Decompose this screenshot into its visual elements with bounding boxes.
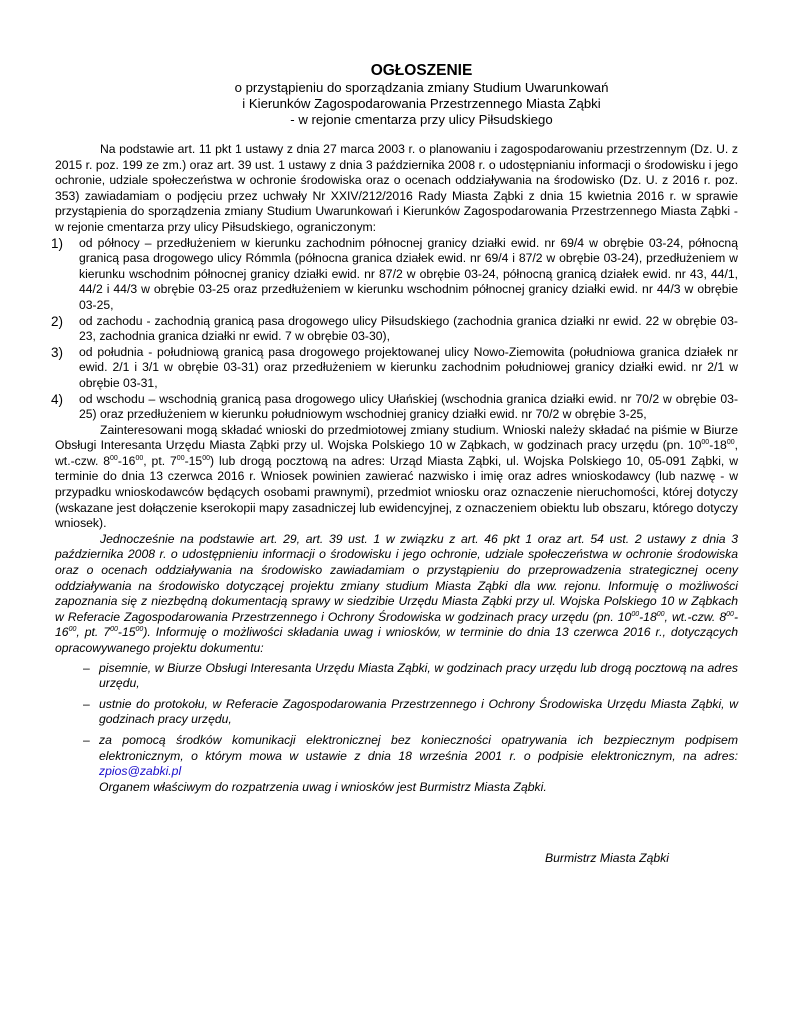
announcement-document xyxy=(51,62,739,795)
hour-superscript: 00 xyxy=(110,626,118,634)
item-text: od północy – przedłużeniem w kierunku zachodnim północnej granicy działki ewid. nr 69/4 w obrębie 03-24, północną granicą pasa drogowego ulicy Rómmla (północna granica działek ewid. nr 69/4 i 87/2 w obrębie 03-24), przedłużeniem w kierunku wschodnim północnej granicy działki ewid. nr 87/2 w obrębie 03-24, północną granicą działek ewid. nr 43, 44/1, 44/2 i 44/3 w obrębie 03-25 oraz przedłużeniem w kierunku wschodnim północnej granicy działki ewid. nr 44/3 w obrębie 03-25, xyxy=(79,235,738,312)
text-run: -16 xyxy=(55,609,739,640)
text-run: Jednocześnie na podstawie art. 29, art. 39 ust. 1 w związku z art. 46 pkt 1 oraz art. 54 ust. 2 ustawy z dnia 3 października 2008 r. o udostępnieniu informacji o środowisku i jego ochronie, udziale społeczeństwa w ochronie środowiska oraz o ocenach oddziaływania na środowisko zawiadamiam o przystąpieniu do przeprowadzenia strategicznej oceny oddziaływania na środowisko dotyczącej projektu zmiany studium Miasta Ząbki dla ww. rejonu. Informuję o możliwości zapoznania się z niezbędną dokumentacją sprawy w siedzibie Urzędu Miasta Ząbki przy ul. Wojska Polskiego 10 w Ząbkach w Referacie Zagospodarowania Przestrzennego i Ochrony Środowiska w godzinach pracy urzędu (pn. 10 xyxy=(55,531,738,624)
hour-superscript: 00 xyxy=(135,626,144,634)
dash-bullet: – xyxy=(83,660,90,675)
item-text: pisemnie, w Biurze Obsługi Interesanta Urzędu Miasta Ząbki, w godzinach pracy urzędu lub drogą pocztową na adres urzędu, xyxy=(99,660,738,691)
list-item xyxy=(55,697,738,728)
list-item xyxy=(51,344,738,392)
list-item xyxy=(51,235,738,314)
item-number: 2) xyxy=(51,313,64,329)
text-run: ) lub drogą pocztową na adres: Urząd Miasta Ząbki, ul. Wojska Polskiego 10, 05-091 Ząbki, w terminie do dnia 13 czerwca 2016 r. Wniosek powinien zawierać nazwisko i imię oraz adres wnioskodawcy (lub nazwę - w przypadku wnioskodawców będących osobami prawnymi), przedmiot wniosku oraz oznaczenie nieruchomości, której dotyczy (wskazane jest dołączenie kserokopii mapy zasadniczej lub ewidencyjnej, z oznaczeniem obiektu lub obszaru, którego dotyczy wniosek). xyxy=(55,453,738,531)
boundary-list xyxy=(51,235,738,423)
hour-superscript: 00 xyxy=(726,439,735,447)
list-item xyxy=(55,733,738,780)
item-text: ustnie do protokołu, w Referacie Zagospodarowania Przestrzennego i Ochrony Środowiska Urzędu Miasta Ząbki, w godzinach pracy urzędu, xyxy=(99,696,738,727)
list-item xyxy=(51,313,738,345)
text-run: -18 xyxy=(709,438,727,453)
text-run: -15 xyxy=(184,453,203,468)
item-text: za pomocą środków komunikacji elektronicznej bez konieczności opatrywania ich bezpiecznym podpisem elektronicznym, o którym mowa w ustawie z dnia 18 września 2001 r. o podpisie elektronicznym, na adres: xyxy=(99,732,738,763)
hour-superscript: 00 xyxy=(202,454,211,462)
subtitle-line-3: - w rejonie cmentarza przy ulicy Piłsudskiego xyxy=(290,112,553,127)
item-text: od wschodu – wschodnią granicą pasa drogowego ulicy Ułańskiej (wschodnia granica działki ewid. nr 70/2 w obrębie 03-25) oraz przedłużeniem w kierunku południowym wschodniej granicy działki ewid. nr 70/2 w obrębie 3-25, xyxy=(79,391,738,422)
subtitle-line-2: i Kierunków Zagospodarowania Przestrzennego Miasta Ząbki xyxy=(242,96,601,111)
dash-bullet: – xyxy=(83,732,90,747)
hour-superscript: 00 xyxy=(656,610,665,618)
text-run: -15 xyxy=(117,625,136,640)
item-text: od zachodu - zachodnią granicą pasa drogowego ulicy Piłsudskiego (zachodnia granica działki nr ewid. 22 w obrębie 03-23, zachodnia granica działki nr ewid. 7 w obrębie 03-30), xyxy=(79,313,738,344)
document-body xyxy=(51,142,739,795)
item-number: 1) xyxy=(51,235,64,251)
hour-superscript: 00 xyxy=(110,454,118,462)
applications-paragraph xyxy=(55,423,738,532)
environmental-paragraph xyxy=(55,532,738,657)
text-run: , wt.-czw. 8 xyxy=(664,609,727,624)
hour-superscript: 00 xyxy=(726,610,734,618)
hour-superscript: 00 xyxy=(135,454,144,462)
document-title: OGŁOSZENIE xyxy=(370,62,473,79)
signature-line: Burmistrz Miasta Ząbki xyxy=(545,851,669,865)
intro-paragraph: Na podstawie art. 11 pkt 1 ustawy z dnia 27 marca 2003 r. o planowaniu i zagospodarowaniu przestrzennym (Dz. U. z 2015 r. poz. 199 ze zm.) oraz art. 39 ust. 1 ustawy z dnia 3 października 2008 r. o udostępnianiu informacji o środowisku i jego ochronie, udziale społeczeństwa w ochronie środowiska oraz o ocenach oddziaływania na środowisko (Dz. U. z 2016 r. poz. 353) zawiadamiam o podjęciu przez uchwały Nr XXIV/212/2016 Rady Miasta Ząbki z dnia 15 kwietnia 2016 r. w sprawie przystąpienia do sporządzenia zmiany Studium Uwarunkowań i Kierunków Zagospodarowania Przestrzennego Miasta Ząbki - w rejonie cmentarza przy ulicy Piłsudskiego, ograniczonym: xyxy=(55,142,738,234)
hour-superscript: 00 xyxy=(68,626,77,634)
item-text: od południa - południową granicą pasa drogowego projektowanej ulicy Nowo-Ziemowita (południowa granica działek nr ewid. 2/1 i 3/1 w obrębie 03-31) oraz przedłużeniem w kierunku zachodnim południowej granicy działki ewid. nr 2/1 w obrębie 03-31, xyxy=(79,344,738,390)
authority-statement: Organem właściwym do rozpatrzenia uwag i wniosków jest Burmistrz Miasta Ząbki. xyxy=(99,779,547,794)
list-item xyxy=(55,661,738,692)
email-link[interactable]: zpios@zabki.pl xyxy=(99,764,182,779)
submission-methods-list xyxy=(55,661,738,780)
list-item xyxy=(51,391,738,423)
item-number: 4) xyxy=(51,391,64,407)
dash-bullet: – xyxy=(83,696,90,711)
text-run: , pt. 7 xyxy=(76,625,111,640)
text-run: -16 xyxy=(117,453,136,468)
text-run: -18 xyxy=(639,609,657,624)
text-run: ). Informuję o możliwości składania uwag i wniosków, w terminie do dnia 13 czerwca 2016 r., dotyczących opracowywanego projektu dokumentu: xyxy=(55,625,738,655)
text-run: Zainteresowani mogą składać wnioski do przedmiotowej zmiany studium. Wnioski należy składać na piśmie w Biurze Obsługi Interesanta Urzędu Miasta Ząbki przy ul. Wojska Polskiego 10 w Ząbkach, w godzinach pracy urzędu (pn. 10 xyxy=(55,422,738,453)
hour-superscript: 00 xyxy=(176,454,185,462)
item-number: 3) xyxy=(51,344,64,360)
text-run: , wt.-czw. 8 xyxy=(55,438,738,468)
subtitle-line-1: o przystąpieniu do sporządzania zmiany Studium Uwarunkowań xyxy=(234,80,609,95)
text-run: , pt. 7 xyxy=(143,453,177,468)
hour-superscript: 00 xyxy=(701,439,710,447)
hour-superscript: 00 xyxy=(631,610,640,618)
